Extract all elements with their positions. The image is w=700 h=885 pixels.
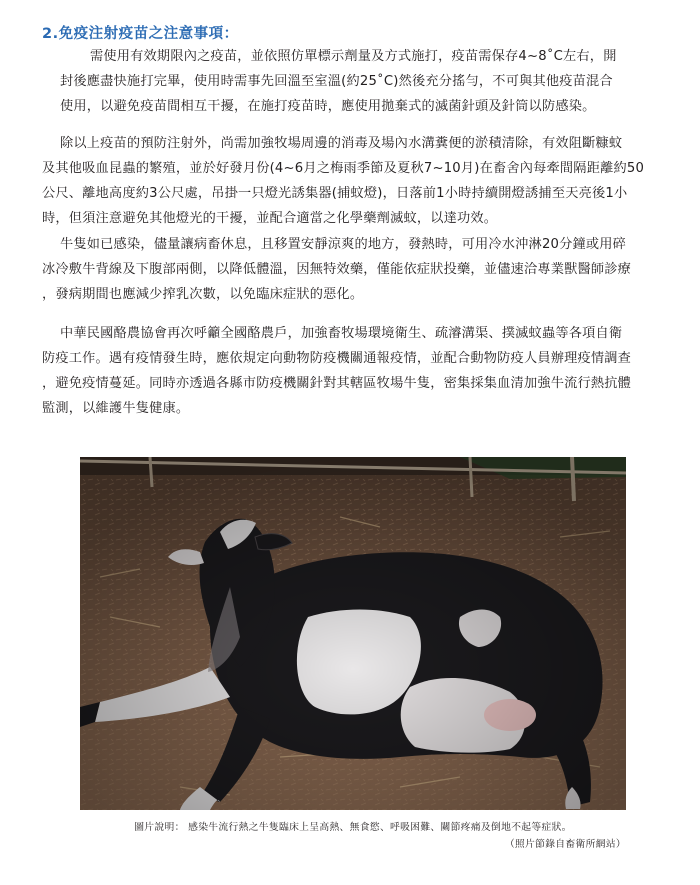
section-heading: 2.免疫注射疫苗之注意事項： (42, 26, 239, 42)
paragraph-line: 防疫工作。遇有疫情發生時，應依規定向動物防疫機關通報疫情，並配合動物防疫人員辦理疫情調查 (42, 351, 632, 366)
paragraph-line: 使用，以避免疫苗間相互干擾，在施打疫苗時，應使用拋棄式的滅菌針頭及針筒以防感染。 (60, 99, 596, 114)
figure-credit: （照片節錄自畜衛所網站） (504, 839, 626, 850)
paragraph-line: 除以上疫苗的預防注射外，尚需加強牧場周邊的消毒及場內水溝糞便的淤積清除，有效阻斷糠蚊 (60, 136, 623, 151)
paragraph-mosquito-control (42, 131, 674, 231)
paragraph-line: 冰冷敷牛背線及下腹部兩側，以降低體溫，因無特效藥，僅能依症狀投藥，並儘速洽專業獸醫師診療 (42, 262, 632, 277)
paragraph-line: 時，但須注意避免其他燈光的干擾，並配合適當之化學藥劑滅蚊，以達功效。 (42, 211, 498, 226)
paragraph-line: 需使用有效期限內之疫苗，並依照仿單標示劑量及方式施打，疫苗需保存4~8˚C左右，開 (90, 49, 617, 64)
paragraph-line: 監測，以維護牛隻健康。 (42, 401, 190, 416)
paragraph-association-appeal (42, 321, 674, 421)
cow-photo-illustration (80, 457, 626, 810)
paragraph-line: 及其他吸血昆蟲的繁殖，並於好發月份(4~6月之梅雨季節及夏秋7~10月)在畜舍內每牽間隔距離約50 (42, 161, 645, 176)
paragraph-line: 中華民國酪農協會再次呼籲全國酪農戶，加強畜牧場環境衛生、疏濬溝渠、撲滅蚊蟲等各項自衛 (60, 326, 623, 341)
paragraph-line: ，發病期間也應減少搾乳次數，以免臨床症狀的惡化。 (42, 287, 364, 302)
cow-photo (80, 457, 626, 810)
paragraph-line: 公尺、離地高度約3公尺處，吊掛一只燈光誘集器(捕蚊燈)，日落前1小時持續開燈誘捕至天亮後1小 (42, 186, 628, 201)
paragraph-vaccine-usage (60, 44, 674, 119)
paragraph-line: 封後應盡快施打完畢，使用時需事先回溫至室溫(約25˚C)然後充分搖勻，不可與其他疫苗混合 (60, 74, 613, 89)
paragraph-line: 牛隻如已感染，儘量讓病畜休息，且移置安靜涼爽的地方，發熱時，可用冷水沖淋20分鐘或用碎 (60, 237, 627, 252)
paragraph-treatment (42, 232, 674, 307)
figure-caption: 圖片說明： 感染牛流行熱之牛隻臨床上呈高熱、無食慾、呼吸困難、關節疼痛及倒地不起等症狀。 (134, 822, 572, 833)
paragraph-line: ，避免疫情蔓延。同時亦透過各縣市防疫機關針對其轄區牧場牛隻，密集採集血清加強牛流行熱抗體 (42, 376, 632, 391)
